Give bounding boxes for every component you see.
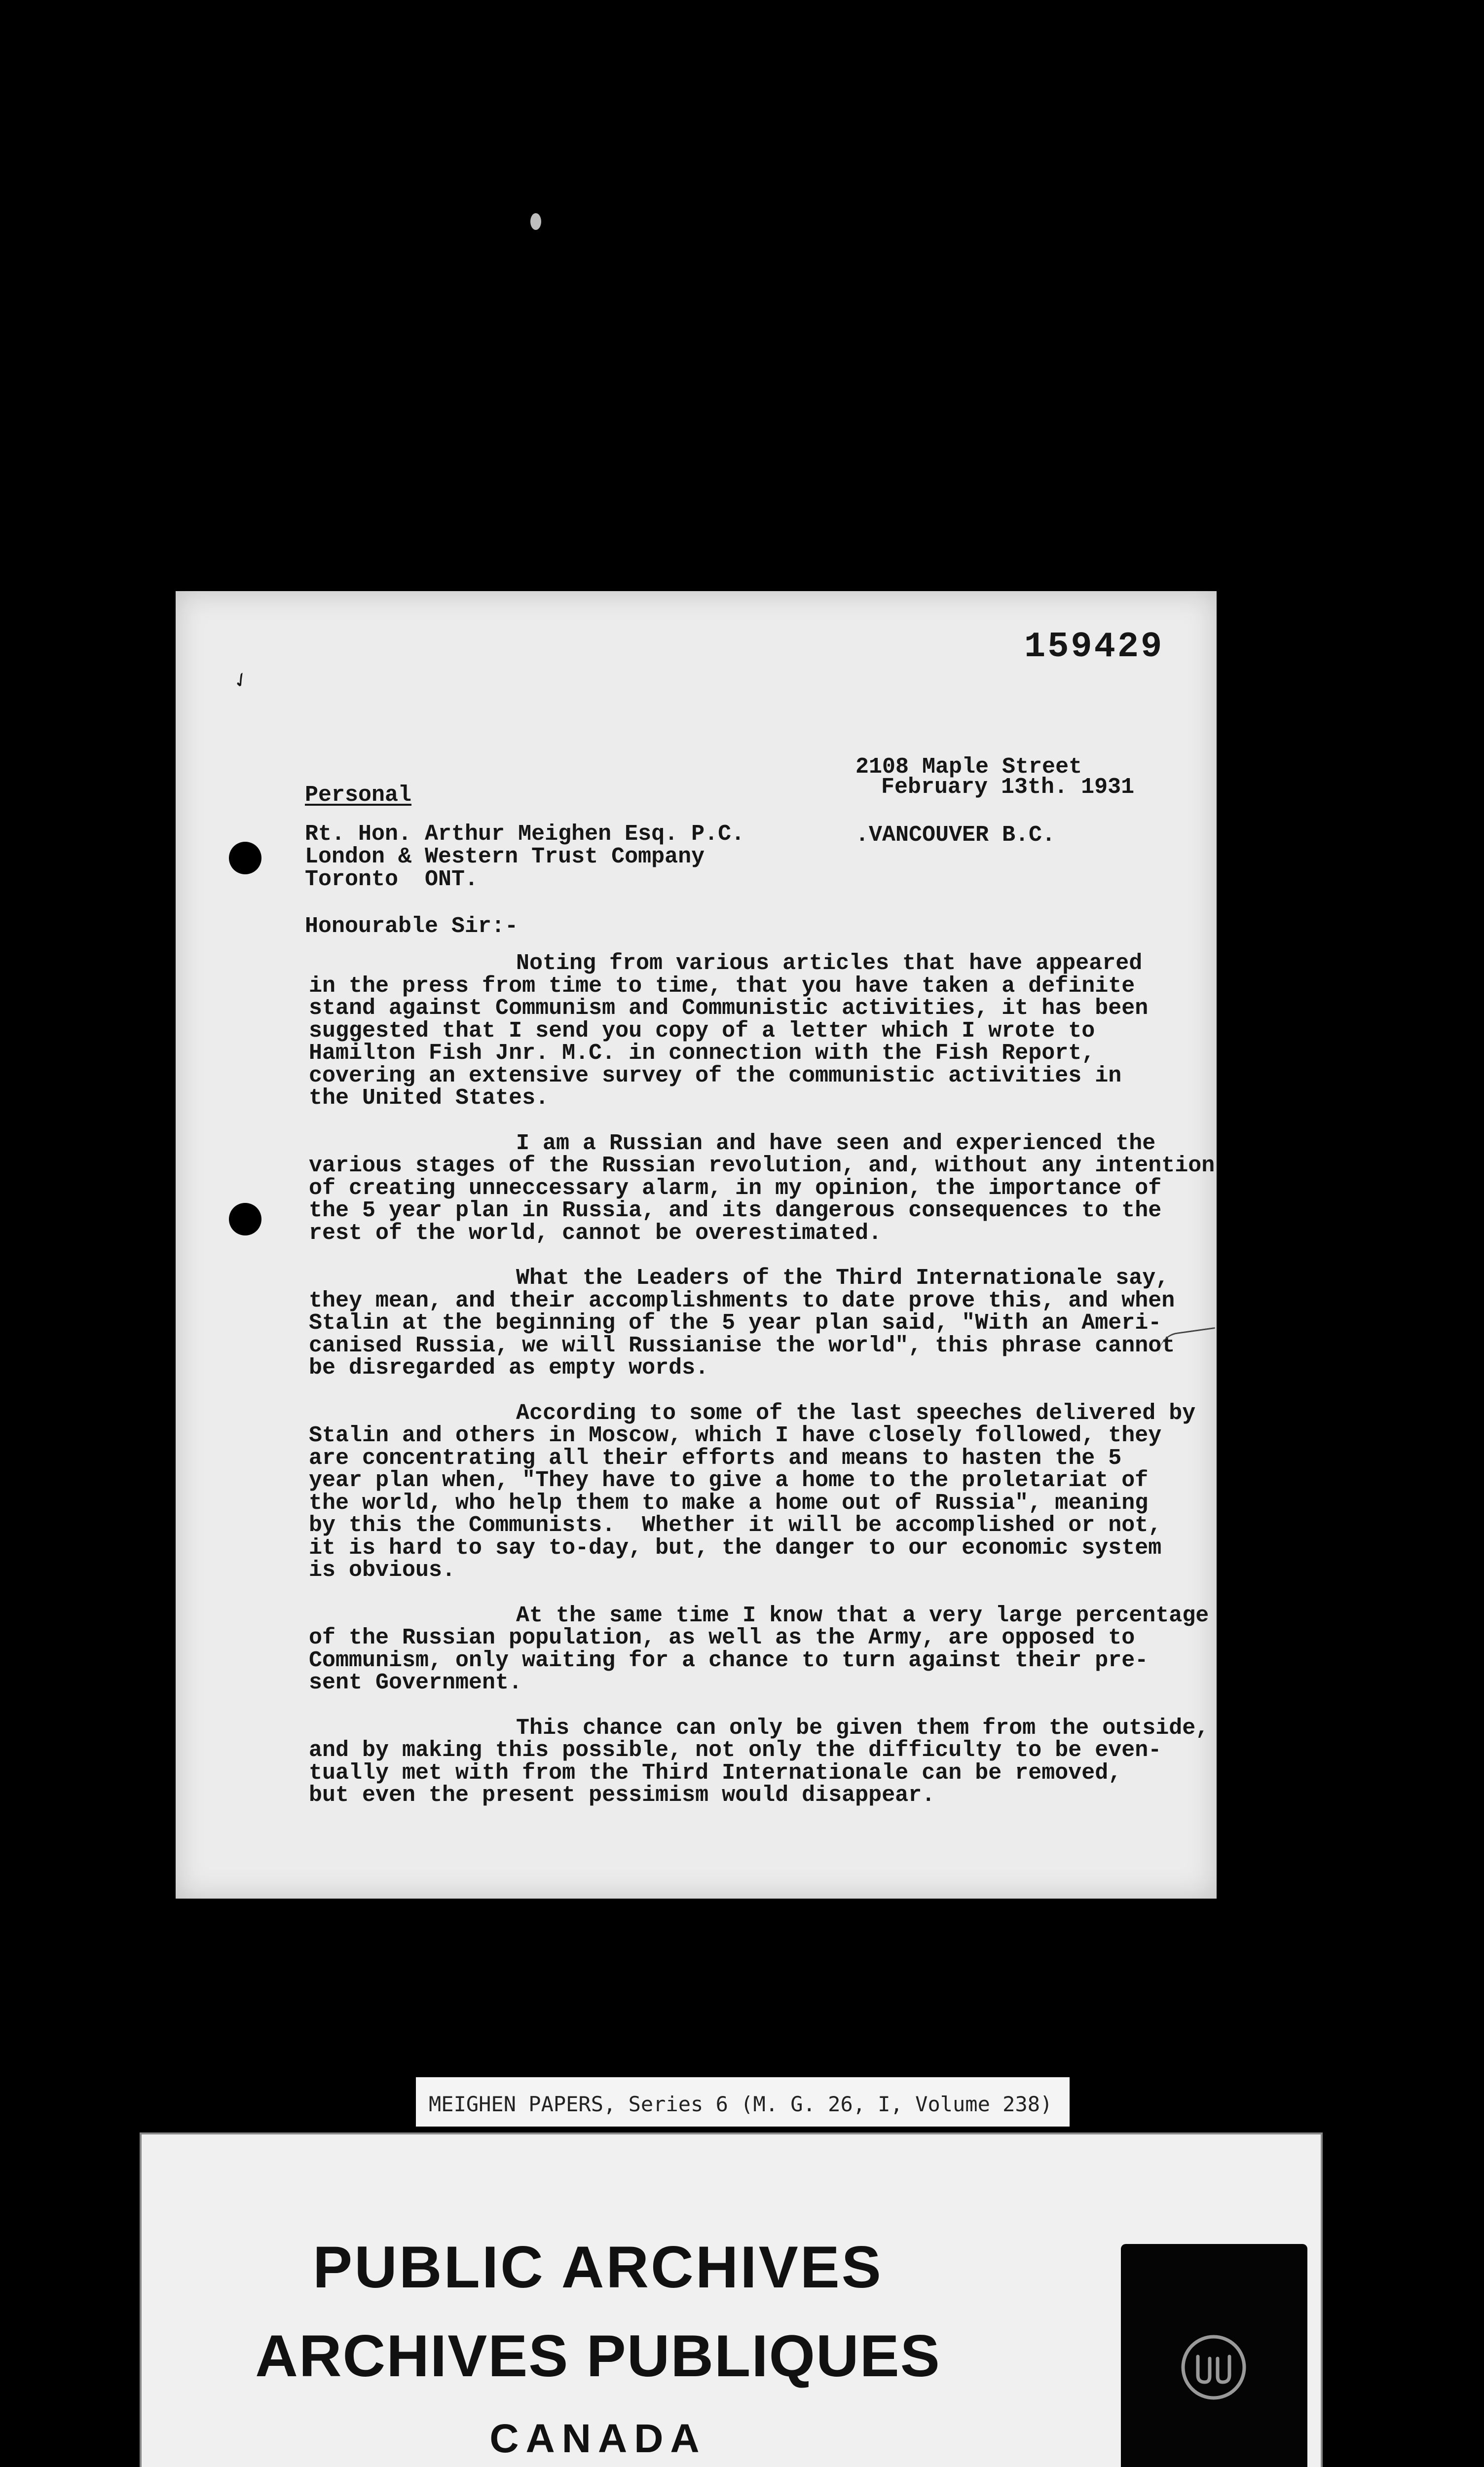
body-paragraph xyxy=(309,1267,1212,1380)
body-paragraph xyxy=(309,952,1212,1110)
recipient-line: Rt. Hon. Arthur Meighen Esq. P.C. xyxy=(305,822,745,847)
body-line: Stalin at the beginning of the 5 year plan said, "With an Ameri- xyxy=(309,1310,1162,1336)
body-line: sent Government. xyxy=(309,1670,522,1695)
sender-address-line: .VANCOUVER B.C. xyxy=(855,822,1056,848)
body-line: year plan when, "They have to give a home to the proletariat of xyxy=(309,1468,1149,1493)
body-line: Hamilton Fish Jnr. M.C. in connection with the Fish Report, xyxy=(309,1041,1095,1066)
punch-hole-top xyxy=(229,842,261,874)
salutation: Honourable Sir:- xyxy=(305,914,519,939)
body-line: but even the present pessimism would disappear. xyxy=(309,1783,935,1808)
archives-country: CANADA xyxy=(489,2416,706,2461)
body-line: the United States. xyxy=(309,1085,549,1111)
body-paragraph xyxy=(309,1402,1212,1582)
body-line: canised Russia, we will Russianise the world", this phrase cannot xyxy=(309,1333,1175,1358)
recipient-line: Toronto ONT. xyxy=(305,867,479,892)
recipient-line: London & Western Trust Company xyxy=(305,844,705,869)
document-number: 159429 xyxy=(1024,627,1164,667)
archives-title-fr: ARCHIVES PUBLIQUES xyxy=(255,2323,941,2389)
personal-label: Personal xyxy=(305,783,412,808)
body-line: the 5 year plan in Russia, and its dangerous consequences to the xyxy=(309,1198,1162,1223)
reel-label xyxy=(416,2077,1070,2127)
punch-hole-bottom xyxy=(229,1203,261,1235)
body-line: covering an extensive survey of the communistic activities in xyxy=(309,1063,1122,1088)
body-line: Communism, only waiting for a chance to turn against their pre- xyxy=(309,1647,1149,1673)
body-line: suggested that I send you copy of a letter which I wrote to xyxy=(309,1018,1095,1044)
body-line: in the press from time to time, that you have taken a definite xyxy=(309,973,1135,999)
body-line: of the Russian population, as well as the Army, are opposed to xyxy=(309,1625,1135,1650)
letter-page xyxy=(176,591,1217,1899)
body-line: the world, who help them to make a home out of Russia", meaning xyxy=(309,1490,1149,1516)
archives-logo-panel xyxy=(1121,2244,1307,2467)
recipient-address xyxy=(305,823,744,891)
body-line: be disregarded as empty words. xyxy=(309,1355,709,1381)
pen-mark-icon: ✓ xyxy=(228,666,254,695)
body-line: they mean, and their accomplishments to date prove this, and when xyxy=(309,1288,1175,1313)
body-paragraph xyxy=(309,1130,1215,1246)
body-line: of creating unneccessary alarm, in my opinion, the importance of xyxy=(309,1175,1162,1201)
body-paragraph xyxy=(309,1717,1212,1807)
sender-address-line: 2108 Maple Street xyxy=(855,754,1082,780)
film-dust-speck xyxy=(530,213,541,230)
body-line: Stalin and others in Moscow, which I have closely followed, they xyxy=(309,1423,1162,1448)
body-line: it is hard to say to-day, but, the danger to our economic system xyxy=(309,1535,1162,1561)
body-line: At the same time I know that a very large percentage xyxy=(516,1603,1209,1628)
body-line: According to some of the last speeches delivered by xyxy=(516,1400,1196,1426)
body-line: various stages of the Russian revolution, and, without any intention xyxy=(309,1153,1215,1178)
body-line: tually met with from the Third Internationale can be removed, xyxy=(309,1760,1122,1786)
letter-date: February 13th. 1931 xyxy=(881,775,1135,800)
reel-label-text: MEIGHEN PAPERS, Series 6 (M. G. 26, I, Volume 238) xyxy=(429,2092,1053,2116)
body-line: I am a Russian and have seen and experienced the xyxy=(516,1130,1156,1156)
letter-body xyxy=(309,951,1215,1830)
body-line: Noting from various articles that have appeared xyxy=(516,951,1143,976)
archives-title-en: PUBLIC ARCHIVES xyxy=(313,2234,883,2300)
body-line: is obvious. xyxy=(309,1558,456,1583)
body-line: This chance can only be given them from the outside, xyxy=(516,1715,1209,1741)
body-line: stand against Communism and Communistic activities, it has been xyxy=(309,996,1149,1021)
archives-card xyxy=(140,2132,1323,2467)
sender-address xyxy=(855,710,1082,892)
public-archives-logo-icon xyxy=(1179,2333,1248,2402)
body-paragraph xyxy=(309,1605,1212,1694)
body-line: by this the Communists. Whether it will be accomplished or not, xyxy=(309,1513,1162,1538)
body-line: rest of the world, cannot be overestimated. xyxy=(309,1220,882,1246)
body-line: are concentrating all their efforts and means to hasten the 5 xyxy=(309,1445,1122,1471)
body-line: and by making this possible, not only the difficulty to be even- xyxy=(309,1738,1162,1763)
body-line: What the Leaders of the Third Internationale say, xyxy=(516,1266,1169,1291)
